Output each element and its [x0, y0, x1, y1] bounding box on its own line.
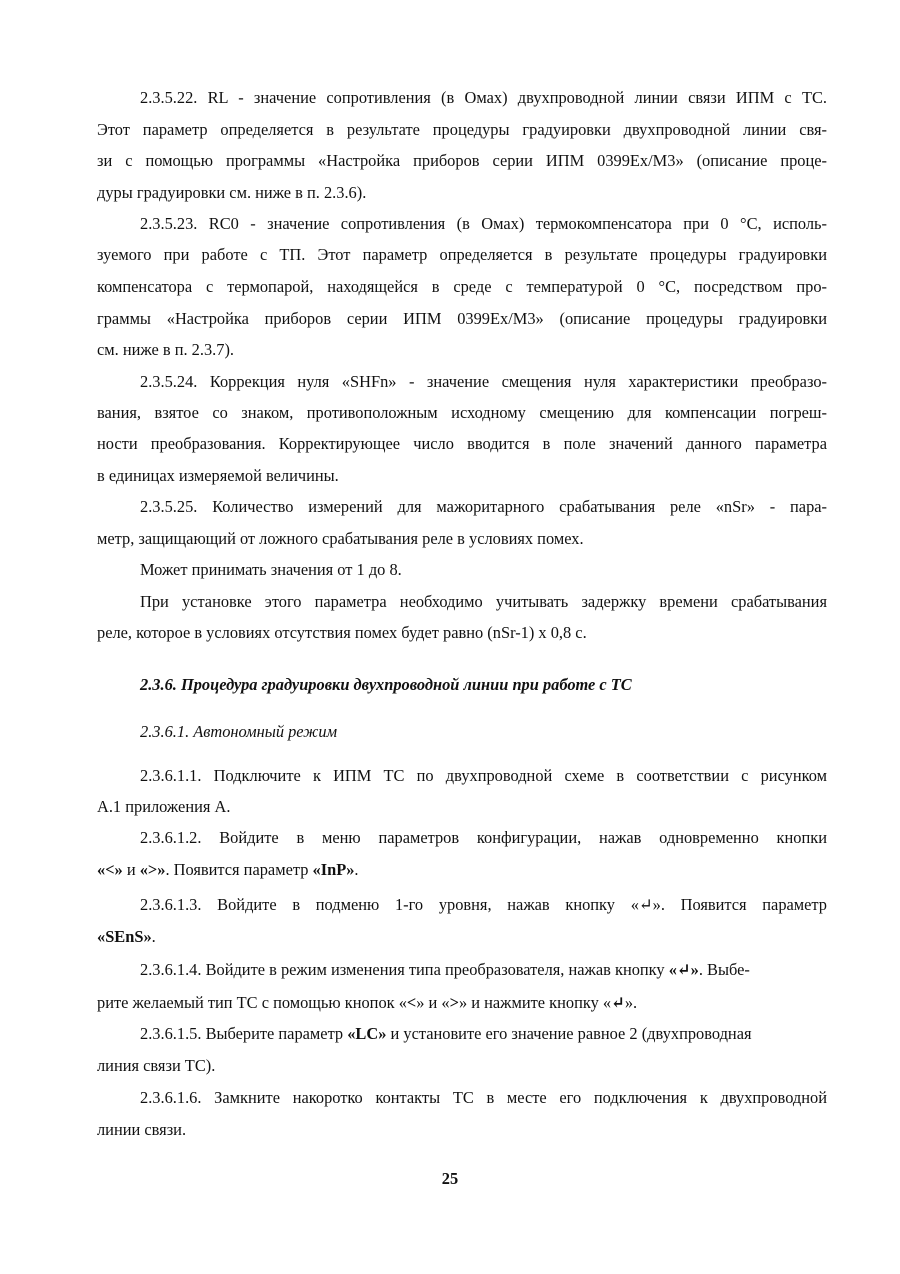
section-heading: 2.3.6. Процедура градуировки двухпроводной линии при работе с ТС: [140, 675, 632, 694]
text-span: ».: [624, 993, 638, 1012]
text-span: . Выбе-: [698, 960, 750, 979]
paragraph-line: Этот параметр определяется в результате процедуры градуировки двухпроводной линии свя-: [97, 120, 827, 139]
paragraph-line: [97, 860, 827, 880]
paragraph-line: зуемого при работе с ТП. Этот параметр определяется в результате процедуры градуировки: [97, 245, 827, 264]
text-span: 2.3.6.1.4. Войдите в режим изменения типа преобразователя, нажав кнопку: [140, 960, 669, 979]
text-span: » и «: [416, 993, 450, 1012]
paragraph-line: [140, 1024, 827, 1044]
text-span: .: [151, 927, 156, 946]
paragraph-line: реле, которое в условиях отсутствия помех будет равно (nSr-1) x 0,8 с.: [97, 623, 587, 642]
paragraph-line: дуры градуировки см. ниже в п. 2.3.6).: [97, 183, 367, 202]
text-span: и: [122, 860, 140, 879]
paragraph-line: [97, 993, 827, 1013]
paragraph-line: вания, взятое со знаком, противоположным исходному смещению для компенсации погреш-: [97, 403, 827, 422]
paragraph-line: [140, 960, 827, 980]
paragraph-line: Может принимать значения от 1 до 8.: [140, 560, 402, 579]
enter-key-label: «↵»: [668, 960, 699, 979]
button-left-label: «<»: [97, 860, 123, 879]
paragraph-line: 2.3.6.1.1. Подключите к ИПМ ТС по двухпроводной схеме в соответствии с рисунком: [140, 766, 827, 785]
key-right: >: [449, 993, 459, 1012]
paragraph-line: см. ниже в п. 2.3.7).: [97, 340, 235, 359]
text-span: 2.3.6.1.5. Выберите параметр: [140, 1024, 348, 1043]
param-lc-label: «LC»: [347, 1024, 387, 1043]
text-span: и установите его значение равное 2 (двухпроводная: [386, 1024, 752, 1043]
paragraph-line: компенсатора с термопарой, находящейся в среде с температурой 0 °C, посредством про-: [97, 277, 827, 296]
paragraph-line: 2.3.6.1.3. Войдите в подменю 1-го уровня, нажав кнопку «↵». Появится параметр: [140, 895, 827, 914]
paragraph-line: 2.3.6.1.6. Замкните накоротко контакты ТС в месте его подключения к двухпроводной: [140, 1088, 827, 1107]
param-sens-label: «SEnS»: [97, 927, 152, 946]
paragraph-line: 2.3.5.25. Количество измерений для мажоритарного срабатывания реле «nSr» - пара-: [140, 497, 827, 516]
page-number: 25: [441, 1169, 459, 1188]
paragraph-line: 2.3.5.23. RC0 - значение сопротивления (в Омах) термокомпенсатора при 0 °C, исполь-: [140, 214, 827, 233]
paragraph-line: 2.3.5.24. Коррекция нуля «SHFn» - значение смещения нуля характеристики преобразо-: [140, 372, 827, 391]
paragraph-line: линии связи.: [97, 1120, 187, 1139]
paragraph-line: линия связи ТС).: [97, 1056, 216, 1075]
key-left: <: [406, 993, 417, 1012]
paragraph-line: А.1 приложения А.: [97, 797, 231, 816]
paragraph-line: 2.3.5.22. RL - значение сопротивления (в Омах) двухпроводной линии связи ИПМ с ТС.: [140, 88, 827, 107]
text-span: рите желаемый тип ТС с помощью кнопок «: [97, 993, 407, 1012]
paragraph-line: [97, 927, 827, 947]
paragraph-line: 2.3.6.1.2. Войдите в меню параметров конфигурации, нажав одновременно кнопки: [140, 828, 827, 847]
text-span: .: [354, 860, 359, 879]
paragraph-line: метр, защищающий от ложного срабатывания реле в условиях помех.: [97, 529, 584, 548]
text-span: » и нажмите кнопку «: [458, 993, 612, 1012]
text-span: . Появится параметр: [165, 860, 313, 879]
paragraph-line: При установке этого параметра необходимо учитывать задержку времени срабатывания: [140, 592, 827, 611]
paragraph-line: ности преобразования. Корректирующее число вводится в поле значений данного параметра: [97, 434, 827, 453]
param-inp-label: «InP»: [312, 860, 355, 879]
subsection-heading: 2.3.6.1. Автономный режим: [140, 722, 338, 741]
button-right-label: «>»: [139, 860, 166, 879]
paragraph-line: зи с помощью программы «Настройка приборов серии ИПМ 0399Ex/М3» (описание проце-: [97, 151, 827, 170]
paragraph-line: в единицах измеряемой величины.: [97, 466, 339, 485]
paragraph-line: граммы «Настройка приборов серии ИПМ 0399Ex/М3» (описание процедуры градуировки: [97, 309, 827, 328]
key-enter: ↵: [611, 993, 625, 1012]
